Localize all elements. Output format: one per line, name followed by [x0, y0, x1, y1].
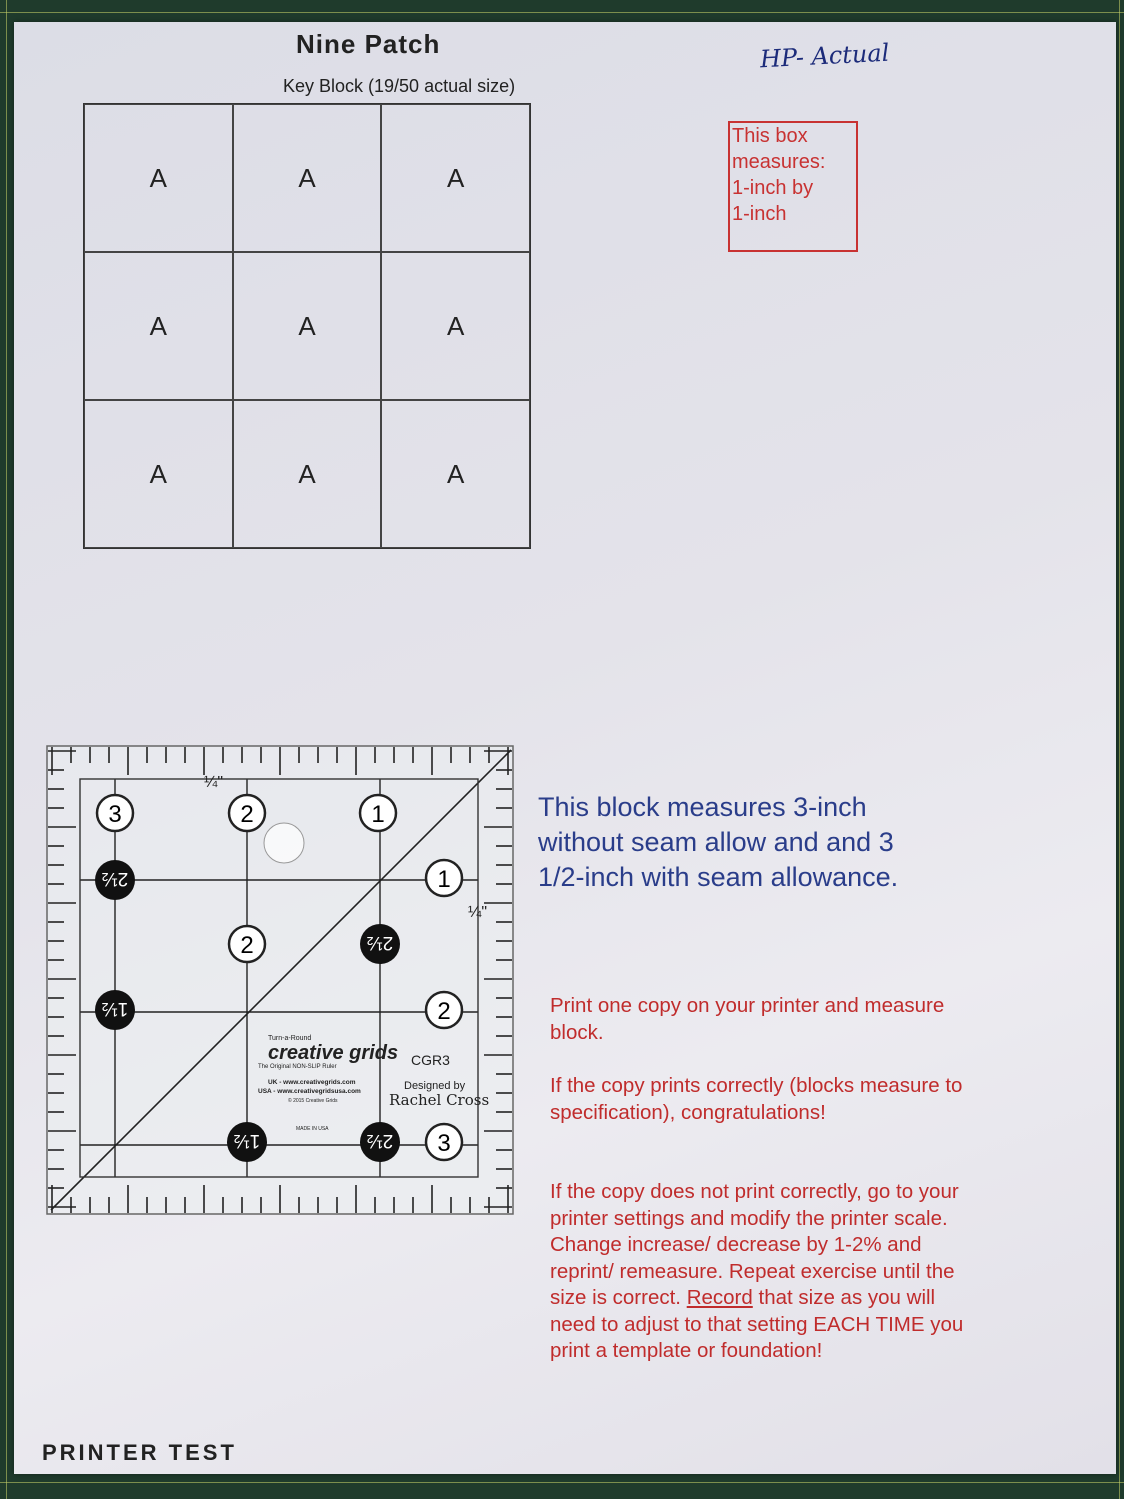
block-measure-text: This block measures 3-inch without seam allow and and 3 1/2-inch with seam allowance.	[538, 792, 899, 892]
ruler-mark: 2½	[366, 1130, 394, 1151]
ruler-mark: 3	[437, 1130, 451, 1157]
nine-patch-grid	[83, 103, 531, 549]
ruler-turn: Turn-a-Round	[268, 1035, 312, 1042]
ruler-url: UK - www.creativegrids.com	[268, 1079, 356, 1086]
quarter-mark: ¼"	[468, 904, 488, 921]
handwritten-note: HP- Actual	[759, 38, 891, 74]
ruler-brand: creative grids	[268, 1042, 399, 1064]
grid-cell: A	[381, 104, 530, 252]
mat-line	[6, 0, 7, 1499]
instruction-adjust-b: that size as you will need to adjust to that setting EACH TIME you print a template or foundation!	[550, 1286, 964, 1362]
mat-line	[0, 1482, 1124, 1483]
footer-label	[42, 1436, 237, 1452]
quilting-ruler	[46, 745, 514, 1215]
ruler-mark: 2	[240, 801, 254, 828]
ruler-designed-by: Designed by	[404, 1080, 466, 1092]
ruler-mark: 2½	[366, 932, 394, 953]
one-inch-box	[728, 121, 858, 252]
ruler-mark: 1½	[233, 1130, 261, 1151]
quarter-mark: ¼"	[204, 774, 224, 791]
red-box-line: 1-inch	[732, 203, 787, 225]
grid-cell: A	[381, 252, 530, 400]
ruler-designer: Rachel Cross	[389, 1091, 490, 1109]
ruler-mark: 2	[240, 932, 254, 959]
ruler-tagline: The Original NON-SLIP Ruler	[258, 1064, 337, 1070]
grid-cell: A	[84, 104, 233, 252]
instruction-correct: If the copy prints correctly (blocks measure to specification), congratulations!	[550, 1074, 963, 1124]
ruler-url: USA - www.creativegridsusa.com	[258, 1088, 361, 1095]
ruler-mark: 1	[437, 866, 451, 893]
ruler-mark: 2½	[101, 868, 129, 889]
page-title: Nine Patch	[296, 29, 441, 59]
ruler-model: CGR3	[411, 1052, 450, 1068]
grid-cell: A	[233, 104, 382, 252]
instruction-adjust-a: If the copy does not print correctly, go to your printer settings and modify the printer scale. Change increase/ decrease by 1-2% and reprint/ remeasure. Repeat exercise until the size is correct.	[550, 1180, 959, 1309]
ruler-mark: 1	[371, 801, 385, 828]
instruction-adjust	[550, 1179, 970, 1365]
red-box-line: 1-inch by	[732, 177, 814, 199]
ruler-mark: 3	[108, 801, 122, 828]
grid-cell: A	[381, 400, 530, 548]
ruler-copyright: © 2015 Creative Grids	[288, 1098, 338, 1104]
grid-cell: A	[233, 400, 382, 548]
mat-line	[1119, 0, 1120, 1499]
grid-cell: A	[84, 400, 233, 548]
page-subtitle: Key Block (19/50 actual size)	[283, 76, 516, 96]
grid-cell: A	[84, 252, 233, 400]
ruler-mark: 2	[437, 998, 451, 1025]
grid-cell: A	[233, 252, 382, 400]
ruler-mark: 1½	[101, 998, 129, 1019]
red-box-line: measures:	[732, 151, 826, 173]
ruler-made: MADE IN USA	[296, 1126, 329, 1132]
red-box-line: This box	[732, 125, 808, 147]
instruction-record: Record	[686, 1286, 753, 1309]
instruction-print: Print one copy on your printer and measure block.	[550, 994, 945, 1044]
mat-line	[0, 12, 1124, 13]
